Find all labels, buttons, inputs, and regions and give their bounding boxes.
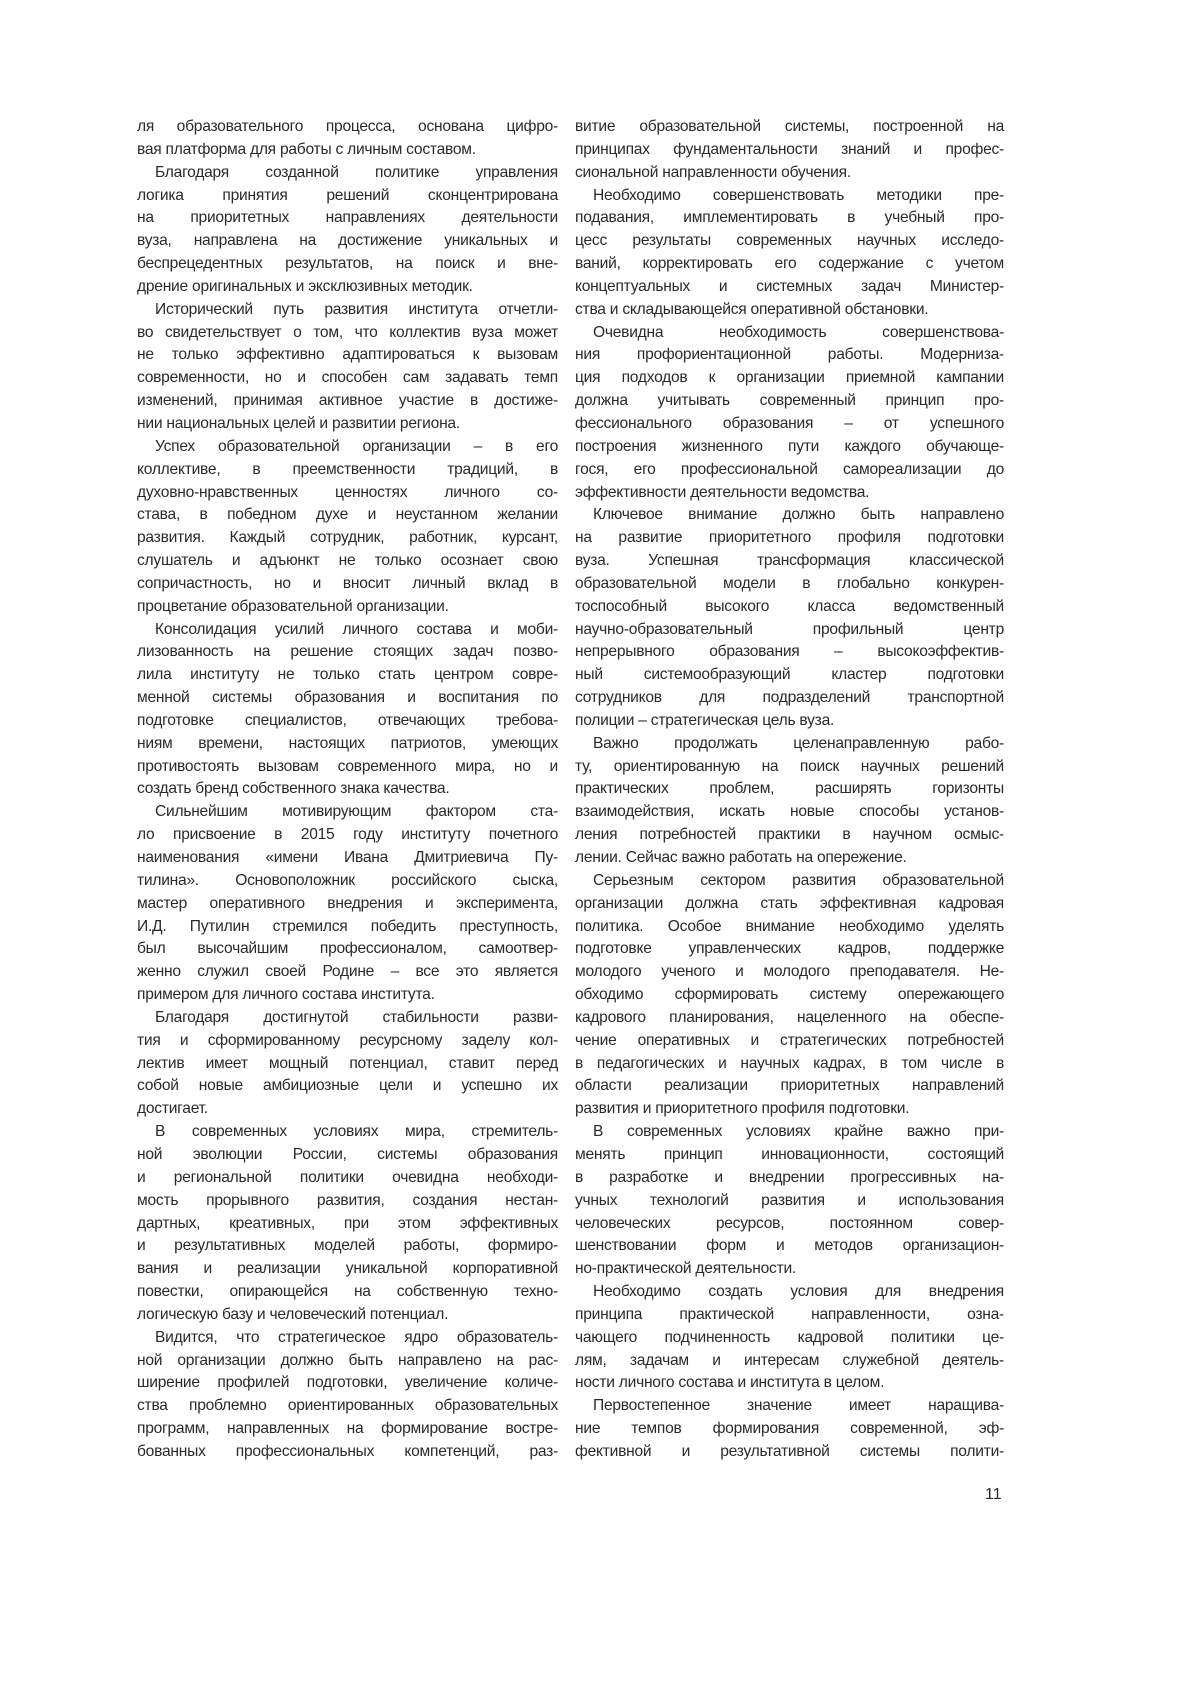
text-line: духовно-нравственных ценностях личного со- [137,482,558,505]
text-line: коллективе, в преемственности традиций, в [137,459,558,482]
text-line: практических проблем, расширять горизонты [575,778,1004,801]
text-line: фессионального образования – от успешного [575,413,1004,436]
paragraph [575,185,1004,322]
paragraph [575,733,1004,870]
text-line: противостоять вызовам современного мира, но и [137,756,558,779]
text-line: в педагогических и научных кадрах, в том числе в [575,1053,1004,1076]
text-line: принципах фундаментальности знаний и профес- [575,139,1004,162]
text-line: ля образовательного процесса, основана цифро- [137,116,558,139]
text-line: дрение оригинальных и эксклюзивных методик. [137,276,558,299]
text-line: сопричастность, но и вносит личный вклад в [137,573,558,596]
text-line: современности, но и способен сам задавать темп [137,367,558,390]
text-line: слушатель и адъюнкт не только осознает свою [137,550,558,573]
paragraph [575,1121,1004,1281]
text-line: и результативных моделей работы, формиро- [137,1235,558,1258]
text-line: Успех образовательной организации – в его [137,436,558,459]
text-line: Важно продолжать целенаправленную рабо- [575,733,1004,756]
paragraph [137,162,558,299]
text-line: непрерывного образования – высокоэффектив- [575,641,1004,664]
text-line: лям, задачам и интересам служебной деятель- [575,1350,1004,1373]
text-line: ния профориентационной работы. Модерниза- [575,344,1004,367]
text-line: вуза. Успешная трансформация классической [575,550,1004,573]
text-line: Исторический путь развития института отчетли- [137,299,558,322]
paragraph [137,299,558,436]
text-line: ства и складывающейся оперативной обстановки. [575,299,1004,322]
text-line: ло присвоение в 2015 году институту почетного [137,824,558,847]
text-line: не только эффективно адаптироваться к вызовам [137,344,558,367]
text-line: Видится, что стратегическое ядро образователь- [137,1327,558,1350]
text-line: сиональной направленности обучения. [575,162,1004,185]
text-line: чение оперативных и стратегических потребностей [575,1030,1004,1053]
text-line: ной эволюции России, системы образования [137,1144,558,1167]
text-line: беспрецедентных результатов, на поиск и вне- [137,253,558,276]
text-line: развития. Каждый сотрудник, работник, курсант, [137,527,558,550]
text-line: подготовке управленческих кадров, поддержке [575,938,1004,961]
text-line: фективной и результативной системы полити- [575,1441,1004,1464]
text-line: принципа практической направленности, озна- [575,1304,1004,1327]
text-line: ный системообразующий кластер подготовки [575,664,1004,687]
paragraph [575,322,1004,505]
text-line: вания и реализации уникальной корпоративной [137,1258,558,1281]
text-line: ту, ориентированную на поиск научных решений [575,756,1004,779]
text-line: подготовке специалистов, отвечающих требова- [137,710,558,733]
text-line: И.Д. Путилин стремился победить преступность, [137,916,558,939]
paragraph [137,801,558,1007]
text-line: дартных, креативных, при этом эффективных [137,1213,558,1236]
text-line: в разработке и внедрении прогрессивных на- [575,1167,1004,1190]
text-line: учных технологий развития и использования [575,1190,1004,1213]
text-line: лектив имеет мощный потенциал, ставит перед [137,1053,558,1076]
text-line: процветание образовательной организации. [137,596,558,619]
text-line: молодого ученого и молодого преподавателя. Не- [575,961,1004,984]
text-line: тия и сформированному ресурсному заделу кол- [137,1030,558,1053]
text-line: мость прорывного развития, создания нестан- [137,1190,558,1213]
text-line: кадрового планирования, нацеленного на обеспе- [575,1007,1004,1030]
text-line: менять принцип инновационности, состоящий [575,1144,1004,1167]
paragraph [137,1121,558,1327]
text-line: тоспособный высокого класса ведомственный [575,596,1004,619]
text-line: Ключевое внимание должно быть направлено [575,504,1004,527]
paragraph [575,504,1004,732]
text-line: собой новые амбициозные цели и успешно их [137,1075,558,1098]
text-line: Очевидна необходимость совершенствова- [575,322,1004,345]
text-line: был высочайшим профессионалом, самоотвер- [137,938,558,961]
text-line: организации должна стать эффективная кадровая [575,893,1004,916]
text-line: ниям времени, настоящих патриотов, умеющих [137,733,558,756]
text-line: лизованность на решение стоящих задач позво- [137,641,558,664]
text-line: цесс результаты современных научных исследо- [575,230,1004,253]
text-line: лении. Сейчас важно работать на опережение. [575,847,1004,870]
text-line: ваний, корректировать его содержание с учетом [575,253,1004,276]
paragraph [137,619,558,802]
text-line: и региональной политики очевидна необходи- [137,1167,558,1190]
text-column-left [137,116,558,1464]
text-line: става, в победном духе и неустанном желании [137,504,558,527]
text-column-right [575,116,1004,1464]
text-line: ления потребностей практики в научном осмыс- [575,824,1004,847]
text-line: эффективности деятельности ведомства. [575,482,1004,505]
text-line: гося, его профессиональной самореализации до [575,459,1004,482]
text-line: ция подходов к организации приемной кампании [575,367,1004,390]
text-line: на приоритетных направлениях деятельности [137,207,558,230]
text-line: но-практической деятельности. [575,1258,1004,1281]
text-line: Необходимо создать условия для внедрения [575,1281,1004,1304]
text-line: во свидетельствует о том, что коллектив вуза может [137,322,558,345]
text-line: Серьезным сектором развития образовательной [575,870,1004,893]
text-line: научно-образовательный профильный центр [575,619,1004,642]
text-line: ства проблемно ориентированных образовательных [137,1395,558,1418]
text-line: создать бренд собственного знака качества. [137,778,558,801]
paragraph [137,1007,558,1121]
text-line: сотрудников для подразделений транспортной [575,687,1004,710]
text-line: повестки, опирающейся на собственную техно- [137,1281,558,1304]
paragraph [575,1281,1004,1395]
text-line: Необходимо совершенствовать методики пре- [575,185,1004,208]
text-line: Первостепенное значение имеет наращива- [575,1395,1004,1418]
text-line: политика. Особое внимание необходимо уделять [575,916,1004,939]
text-line: развития и приоритетного профиля подготовки. [575,1098,1004,1121]
text-line: образовательной модели в глобально конкурен- [575,573,1004,596]
text-line: Благодаря созданной политике управления [137,162,558,185]
text-line: изменений, принимая активное участие в достиже- [137,390,558,413]
text-line: обходимо сформировать систему опережающего [575,984,1004,1007]
text-line: Благодаря достигнутой стабильности разви- [137,1007,558,1030]
text-line: менной системы образования и воспитания по [137,687,558,710]
text-line: чающего подчиненность кадровой политики це- [575,1327,1004,1350]
text-line: должна учитывать современный принцип про- [575,390,1004,413]
paragraph [137,1327,558,1464]
paragraph [137,436,558,619]
paragraph [575,116,1004,185]
text-line: Сильнейшим мотивирующим фактором ста- [137,801,558,824]
text-line: логическую базу и человеческий потенциал. [137,1304,558,1327]
text-line: нии национальных целей и развитии региона. [137,413,558,436]
text-line: В современных условиях мира, стремитель- [137,1121,558,1144]
text-line: наименования «имени Ивана Дмитриевича Пу- [137,847,558,870]
text-line: бованных профессиональных компетенций, раз- [137,1441,558,1464]
page-number: 11 [985,1486,1002,1504]
text-line: шенствовании форм и методов организацион- [575,1235,1004,1258]
text-line: достигает. [137,1098,558,1121]
text-line: примером для личного состава института. [137,984,558,1007]
text-line: человеческих ресурсов, постоянном совер- [575,1213,1004,1236]
paragraph [575,1395,1004,1464]
paragraph [575,870,1004,1121]
text-line: на развитие приоритетного профиля подготовки [575,527,1004,550]
text-line: ности личного состава и института в целом. [575,1372,1004,1395]
text-line: тилина». Основоположник российского сыска, [137,870,558,893]
text-line: Консолидация усилий личного состава и моби- [137,619,558,642]
paragraph [137,116,558,162]
text-line: ной организации должно быть направлено на рас- [137,1350,558,1373]
text-line: ние темпов формирования современной, эф- [575,1418,1004,1441]
text-line: женно служил своей Родине – все это является [137,961,558,984]
text-line: ширение профилей подготовки, увеличение количе- [137,1372,558,1395]
text-line: области реализации приоритетных направлений [575,1075,1004,1098]
text-line: лила институту не только стать центром совре- [137,664,558,687]
text-line: вуза, направлена на достижение уникальных и [137,230,558,253]
text-line: логика принятия решений сконцентрирована [137,185,558,208]
text-line: взаимодействия, искать новые способы установ- [575,801,1004,824]
text-line: В современных условиях крайне важно при- [575,1121,1004,1144]
text-line: построения жизненного пути каждого обучающе- [575,436,1004,459]
text-line: витие образовательной системы, построенной на [575,116,1004,139]
text-line: полиции – стратегическая цель вуза. [575,710,1004,733]
text-line: вая платформа для работы с личным составом. [137,139,558,162]
text-line: концептуальных и системных задач Министер- [575,276,1004,299]
text-line: подавания, имплементировать в учебный про- [575,207,1004,230]
text-line: мастер оперативного внедрения и эксперимента, [137,893,558,916]
text-line: программ, направленных на формирование востре- [137,1418,558,1441]
